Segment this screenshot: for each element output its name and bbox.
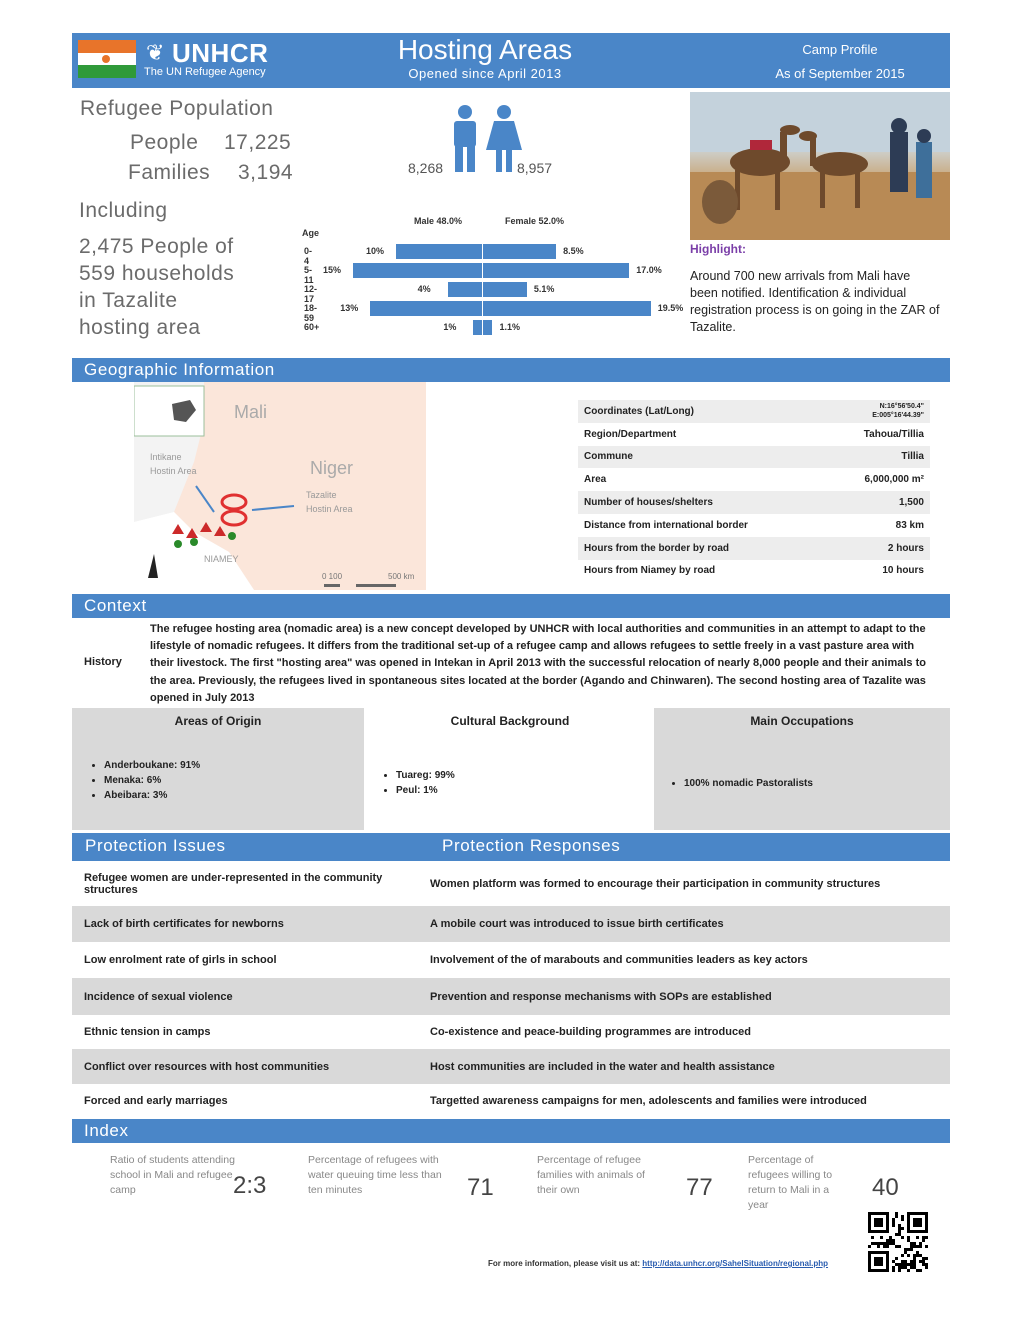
niger-map-illustration [134,382,426,590]
map-label-intikane: Intikane [150,452,182,462]
pyramid-male-value: 13% [340,303,359,313]
index-label-water: Percentage of refugees with water queuing time less than ten minutes [308,1154,442,1196]
pyramid-male-bar [353,263,482,278]
geo-row [578,514,930,537]
geo-row [578,423,930,446]
protection-row [72,862,950,906]
including-line: 2,475 People of [79,235,234,258]
pyramid-female-bar [483,263,629,278]
camel-photo-illustration [690,92,950,240]
geo-row-value: 1,500 [898,497,924,509]
index-label-animals: Percentage of refugee families with animals of their own [537,1154,645,1196]
qr-code-icon[interactable] [868,1212,930,1272]
index-heading: Index [72,1119,950,1143]
origin-box [72,708,364,830]
geo-row [578,560,930,583]
map-label-niger: Niger [310,458,354,478]
geo-row-label: Number of houses/shelters [584,497,713,509]
geo-row-label: Coordinates (Lat/Long) [584,405,694,417]
protection-response: Co-existence and peace-building programmes are introduced [430,1026,751,1038]
index-value-water: 71 [467,1174,494,1201]
list-item: • Abeibara: 3% [104,788,200,803]
protection-row [72,906,950,942]
list-item: • Peul: 1% [396,783,455,798]
geo-row-label: Region/Department [584,428,677,440]
geo-row [578,400,930,423]
including-label: Including [79,199,168,222]
male-header: Male 48.0% [414,216,463,226]
protection-issue: Ethnic tension in camps [84,1026,211,1038]
index-value-return: 40 [872,1174,899,1201]
geo-row-value: 83 km [895,519,924,531]
pyramid-female-value: 19.5% [657,303,684,313]
origin-title: Areas of Origin [174,714,262,728]
pyramid-age-label: 18-59 [304,303,318,323]
protection-response: A mobile court was introduced to issue birth certificates [430,918,724,930]
unhcr-logo [138,38,274,82]
protection-row [72,978,950,1015]
geo-row-label: Hours from the border by road [584,542,730,554]
map-scale-2: 500 km [388,572,415,581]
protection-response: Targetted awareness campaigns for men, adolescents and families were introduced [430,1095,867,1107]
occupation-list [666,776,813,791]
geo-row-value: 6,000,000 m² [864,474,924,486]
pyramid-female-value: 1.1% [499,322,520,332]
pyramid-male-value: 10% [366,246,385,256]
families-value: 3,194 [238,161,294,184]
profile-label: Camp Profile [802,42,878,57]
map-label-intikane-area: Hostin Area [150,466,197,476]
male-count: 8,268 [408,160,444,176]
protection-issues-heading: Protection Issues [85,836,226,855]
geo-row [578,446,930,469]
age-label: Age [302,228,320,238]
list-item: • 100% nomadic Pastoralists [684,776,813,791]
population-heading: Refugee Population [80,97,274,120]
org-name: UNHCR [172,38,269,68]
camp-photo [690,92,950,240]
pyramid-female-bar [483,301,651,316]
unhcr-emblem-icon: ❦ [146,40,165,65]
including-text [79,233,234,341]
including-line: 559 households [79,262,235,285]
protection-response: Women platform was formed to encourage their participation in community structures [430,878,881,890]
pyramid-age-label: 0-4 [304,246,313,266]
pyramid-female-bar [483,244,556,259]
map-label-tazalite-area: Hostin Area [306,504,353,514]
pyramid-female-value: 17.0% [636,265,662,275]
geo-row-label: Distance from international border [584,519,748,531]
list-item: • Menaka: 6% [104,773,200,788]
protection-issue: Forced and early marriages [84,1095,228,1107]
geo-row-value: Tahoua/Tillia [863,428,924,440]
pyramid-male-bar [473,320,482,335]
protection-issue: Low enrolment rate of girls in school [84,954,277,966]
geo-heading: Geographic Information [72,358,950,382]
geo-row-label: Area [584,474,607,486]
occupation-title: Main Occupations [750,714,854,728]
culture-box [366,708,654,830]
context-heading: Context [72,594,950,618]
protection-issue: Lack of birth certificates for newborns [84,918,284,930]
location-map [134,382,426,590]
list-item: • Tuareg: 99% [396,768,455,783]
protection-response: Involvement of the of marabouts and communities leaders as key actors [430,954,808,966]
including-line: in Tazalite [79,289,178,312]
pyramid-female-bar [483,282,527,297]
map-label-mali: Mali [234,402,268,422]
pyramid-female-bar [483,320,492,335]
highlight-text: Around 700 new arrivals from Mali have been notified. Identification & individual registration process is on going in the ZAR of Tazalite. [690,269,940,334]
geo-row-label: Commune [584,451,633,463]
pyramid-male-value: 4% [417,284,431,294]
pyramid-male-value: 1% [443,322,457,332]
people-value: 17,225 [224,131,292,154]
map-scale-1: 0 100 [322,572,343,581]
date-label: As of September 2015 [775,66,905,81]
geo-row-label: Hours from Niamey by road [584,565,716,577]
highlight-title: Highlight: [690,242,746,256]
occupation-box [654,708,950,830]
pyramid-male-bar [370,301,482,316]
page-title: Hosting Areas [397,34,573,65]
culture-list [378,768,455,798]
geo-row-value: 10 hours [882,565,924,577]
geo-row-value: N:16°56'50.4" E:005°16'44.39" [872,403,924,420]
geo-row [578,537,930,560]
people-label: People [130,131,199,154]
pyramid-age-label: 5-11 [304,265,314,285]
page-subtitle: Opened since April 2013 [408,66,562,81]
history-text: The refugee hosting area (nomadic area) is a new concept developed by UNHCR with local authorities and communities in an attempt to adapt to the lifestyle of nomadic refugees. It differs from the traditional set-up of a refugee camp and allows refugees to settle freely in a vast pasture area with their livestock. The first "hosting area" was opened in Intekan in April 2013 with the successful relocation of nearly 8,000 people and their animals to the area. Previously, the refugees lived in spontaneous sites located at the border (Agando and Chinwaren). The second hosting area of Tazalite was opened in July 2013 [150,623,926,704]
geo-row [578,468,930,491]
index-label-return: Percentage of refugees willing to return to Mali in a year [748,1154,833,1211]
female-header: Female 52.0% [505,216,565,226]
pyramid-male-bar [396,244,482,259]
protection-issue: Incidence of sexual violence [84,990,233,1003]
pyramid-female-value: 5.1% [533,284,555,294]
pyramid-male-bar [448,282,482,297]
geo-row-value: 2 hours [887,542,924,554]
index-value-animals: 77 [686,1174,713,1201]
origin-list [86,758,200,803]
pyramid-age-label: 12-17 [304,284,318,304]
female-count: 8,957 [517,160,553,176]
protection-issue: Refugee women are under-represented in the community structures [84,872,383,896]
pyramid-female-value: 8.5% [563,246,584,256]
geo-row-value: Tillia [901,451,924,463]
footer-text: For more information, please visit us at: [488,1259,643,1268]
geo-info-table [578,400,930,582]
footer-link[interactable]: http://data.unhcr.org/SahelSituation/regional.php [642,1259,829,1268]
protection-responses-heading: Protection Responses [442,836,621,855]
pyramid-age-label: 60+ [304,322,320,332]
niger-flag-icon [78,40,136,78]
male-female-icon [444,104,526,174]
pyramid-male-value: 15% [323,265,342,275]
protection-row [72,942,950,978]
org-subtitle: The UN Refugee Agency [144,66,266,78]
protection-row [72,1049,950,1084]
protection-issue: Conflict over resources with host communities [84,1060,330,1073]
footer [488,1259,828,1268]
map-label-niamey: NIAMEY [204,554,239,564]
protection-response: Host communities are included in the water and health assistance [430,1060,775,1073]
geo-row [578,491,930,514]
index-label-students: Ratio of students attending school in Mali and refugee camp [110,1154,235,1196]
families-label: Families [128,161,211,184]
protection-row [72,1084,950,1118]
map-label-tazalite: Tazalite [306,490,337,500]
culture-title: Cultural Background [450,714,570,728]
index-value-students: 2:3 [233,1172,267,1199]
protection-row [72,1015,950,1049]
protection-response: Prevention and response mechanisms with SOPs are established [430,990,772,1003]
including-line: hosting area [79,316,201,339]
history-label: History [84,656,122,668]
list-item: • Anderboukane: 91% [104,758,200,773]
